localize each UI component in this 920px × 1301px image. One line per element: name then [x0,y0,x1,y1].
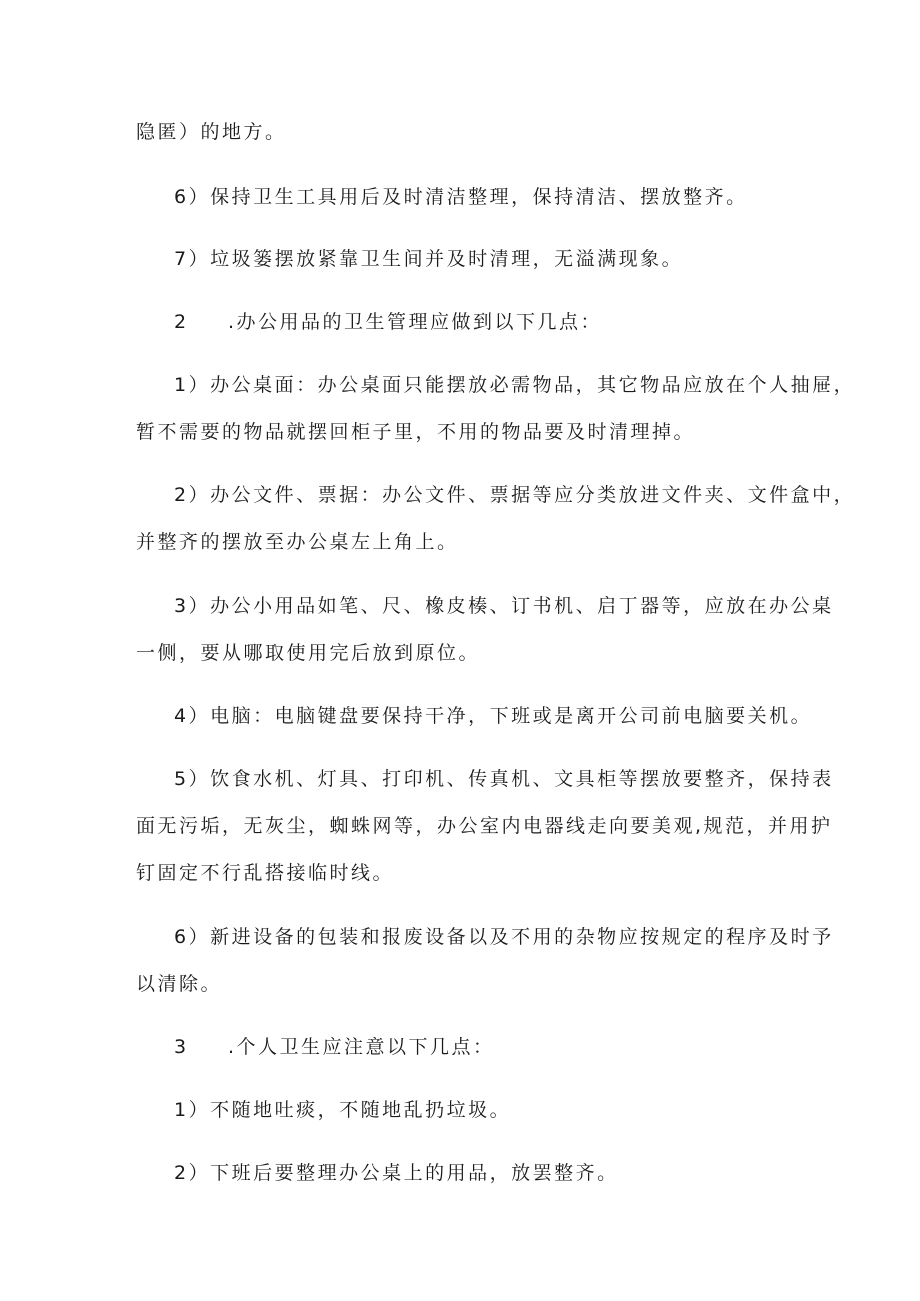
list-item-2-cont: 并整齐的摆放至办公桌左上角上。 [136,531,459,553]
section-number: 2 [174,311,187,333]
list-item-7: 7）垃圾篓摆放紧靠卫生间并及时清理，无溢满现象。 [174,248,684,270]
list-item-6b: 6）新进设备的包装和报废设备以及不用的杂物应按规定的程序及时予 [174,926,834,948]
list-item-4: 4）电脑：电脑键盘要保持干净，下班或是离开公司前电脑要关机。 [174,705,813,727]
list-item-3: 3）办公小用品如笔、尺、橡皮楱、订书机、启丁器等，应放在办公桌 [174,595,834,617]
section-heading: .个人卫生应注意以下几点： [228,1036,495,1058]
list-item-5-cont: 钉固定不行乱搭接临时线。 [136,862,395,884]
list-item-6: 6）保持卫生工具用后及时清洁整理，保持清洁、摆放整齐。 [174,186,748,208]
list-item-5-cont: 面无污垢，无灰尘，蜘蛛网等，办公室内电器线走向要美观,规范，并用护 [136,815,833,837]
list-item-2b: 2）下班后要整理办公桌上的用品，放罢整齐。 [174,1162,619,1184]
list-item-1-cont: 暂不需要的物品就摆回柜子里，不用的物品要及时清理掉。 [136,421,696,443]
list-item-6b-cont: 以清除。 [136,973,223,995]
list-item-2: 2）办公文件、票据：办公文件、票据等应分类放进文件夹、文件盒中， [174,484,856,506]
list-item-1b: 1）不随地吐痰，不随地乱扔垃圾。 [174,1099,512,1121]
section-heading: .办公用品的卫生管理应做到以下几点： [228,311,603,333]
section-number: 3 [174,1036,187,1058]
paragraph-line: 隐匿）的地方。 [136,121,287,143]
list-item-3-cont: 一侧，要从哪取使用完后放到原位。 [136,642,481,664]
list-item-1: 1）办公桌面：办公桌面只能摆放必需物品，其它物品应放在个人抽屉， [174,374,856,396]
list-item-5: 5）饮食水机、灯具、打印机、传真机、文具柜等摆放要整齐，保持表 [174,768,834,790]
